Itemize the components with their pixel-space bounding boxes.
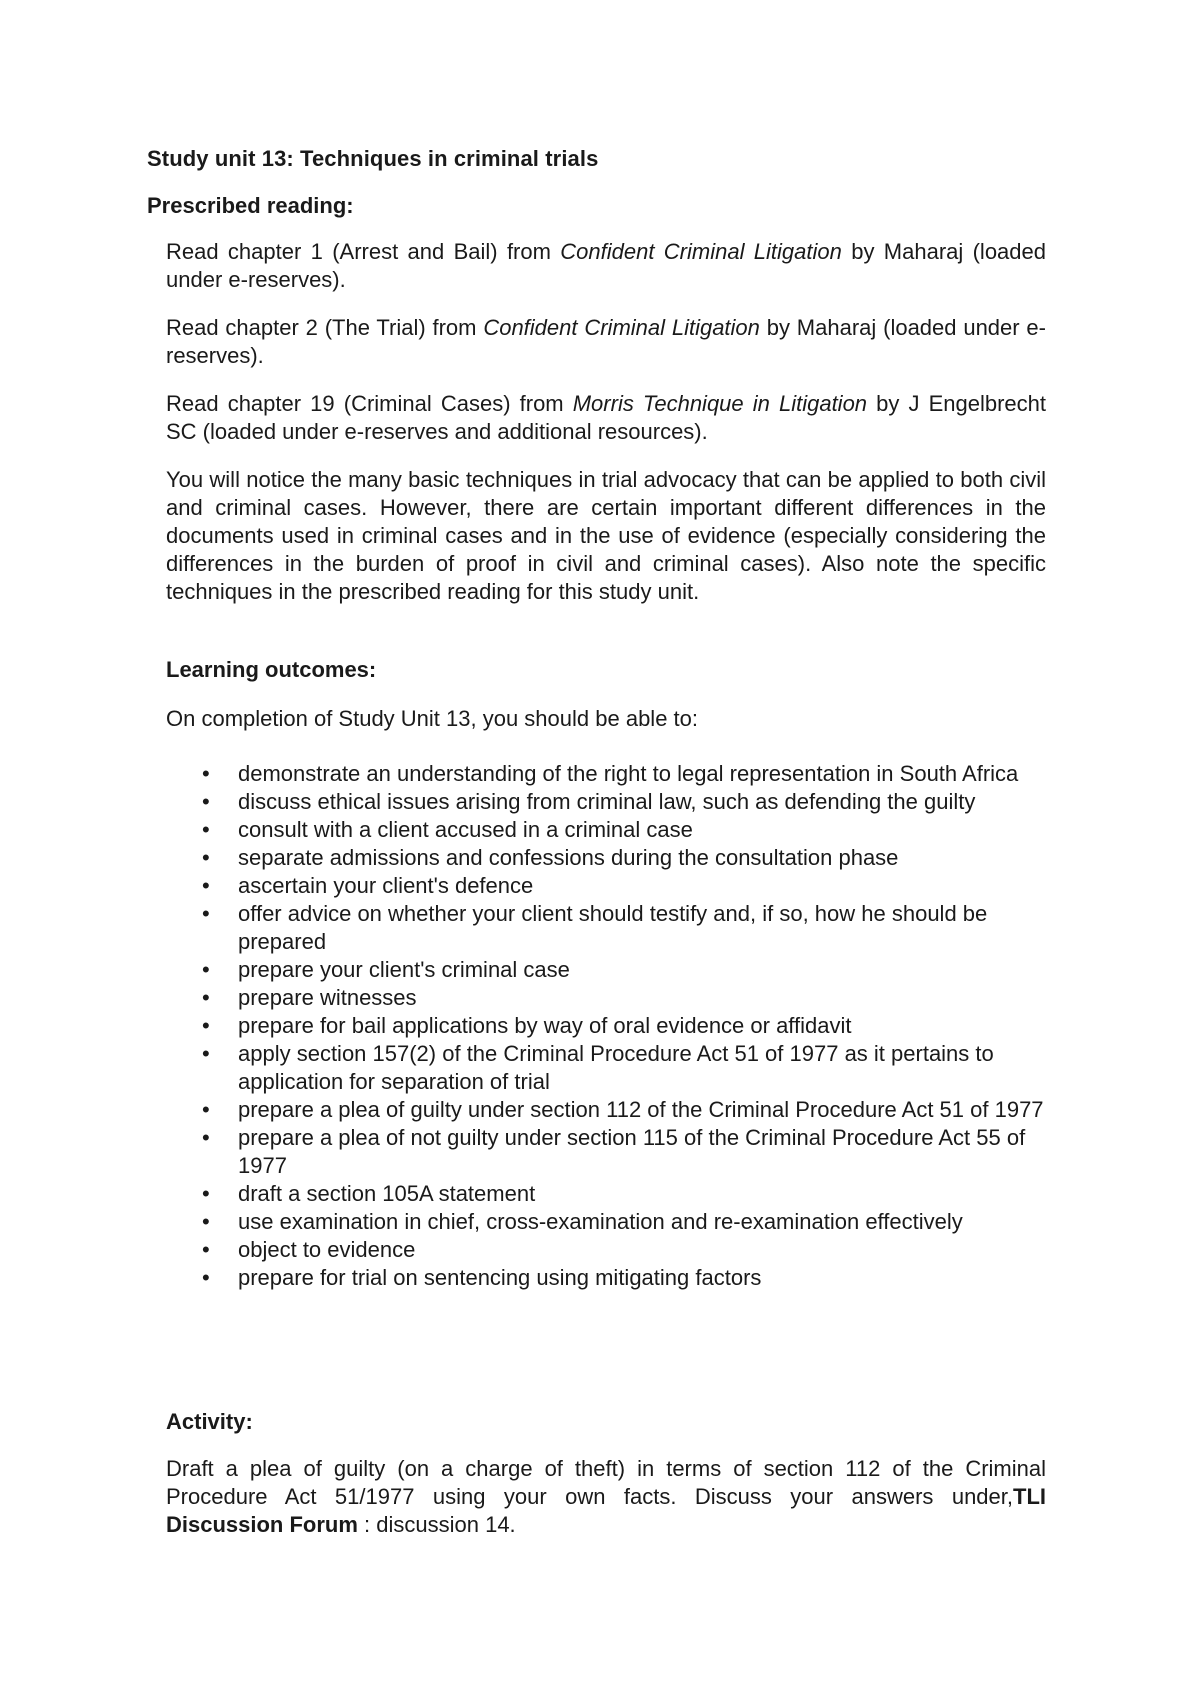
list-item: • discuss ethical issues arising from criminal law, such as defending the guilty [166,788,1046,816]
list-item: • consult with a client accused in a criminal case [166,816,1046,844]
activity-text: Draft a plea of guilty (on a charge of theft) in terms of section 112 of the Criminal Procedure Act 51/1977 using your own facts. Discuss your answers under, [166,1456,1046,1509]
discussion-forum-label: TLI Discussion Forum [166,1484,1046,1537]
list-item: • prepare a plea of guilty under section 112 of the Criminal Procedure Act 51 of 1977 [166,1096,1046,1124]
reading-item [166,238,1046,294]
list-item: • prepare your client's criminal case [166,956,1046,984]
reading-text: Read chapter 19 (Criminal Cases) from [166,391,573,416]
notice-paragraph [166,466,1046,606]
book-title: Confident Criminal Litigation [483,315,760,340]
list-item: • object to evidence [166,1236,1046,1264]
activity-suffix: : discussion 14. [357,1512,516,1537]
activity-heading: Activity: [166,1409,253,1434]
list-item: • demonstrate an understanding of the right to legal representation in South Africa [166,760,1046,788]
list-item: • offer advice on whether your client should testify and, if so, how he should be prepared [166,900,1046,956]
list-item: • ascertain your client's defence [166,872,1046,900]
prescribed-reading-heading: Prescribed reading: [147,193,354,218]
page-title: Study unit 13: Techniques in criminal trials [147,146,599,171]
book-title: Confident Criminal Litigation [560,239,842,264]
activity-paragraph [166,1455,1046,1539]
list-item: • use examination in chief, cross-examination and re-examination effectively [166,1208,1046,1236]
reading-text: by J Engelbrecht SC (loaded under e-reserves and additional resources). [166,391,1046,444]
reading-text: by Maharaj (loaded under e-reserves). [166,239,1046,292]
list-item: • separate admissions and confessions during the consultation phase [166,844,1046,872]
reading-item [166,314,1046,370]
list-item: • apply section 157(2) of the Criminal Procedure Act 51 of 1977 as it pertains to application for separation of trial [166,1040,1046,1096]
paragraph-text: You will notice the many basic techniques in trial advocacy that can be applied to both civil and criminal cases. However, there are certain important different differences in the documents used in criminal cases and in the use of evidence (especially considering the differences in the burden of proof in civil and criminal cases). Also note the specific techniques in the prescribed reading for this study unit. [166,467,1046,604]
list-item: • prepare witnesses [166,984,1046,1012]
learning-outcomes-heading: Learning outcomes: [166,657,377,682]
list-item: • prepare a plea of not guilty under section 115 of the Criminal Procedure Act 55 of 1977 [166,1124,1046,1180]
book-title: Morris Technique in Litigation [572,391,868,416]
reading-text: Read chapter 1 (Arrest and Bail) from [166,239,561,264]
reading-text: by Maharaj (loaded under e-reserves). [166,315,1046,368]
list-item: • prepare for bail applications by way of oral evidence or affidavit [166,1012,1046,1040]
list-item: • prepare for trial on sentencing using mitigating factors [166,1264,1046,1292]
reading-text: Read chapter 2 (The Trial) from [166,315,484,340]
reading-item [166,390,1046,446]
learning-outcomes-list [166,760,1046,1292]
learning-outcomes-intro: On completion of Study Unit 13, you should be able to: [166,706,698,731]
list-item: • draft a section 105A statement [166,1180,1046,1208]
